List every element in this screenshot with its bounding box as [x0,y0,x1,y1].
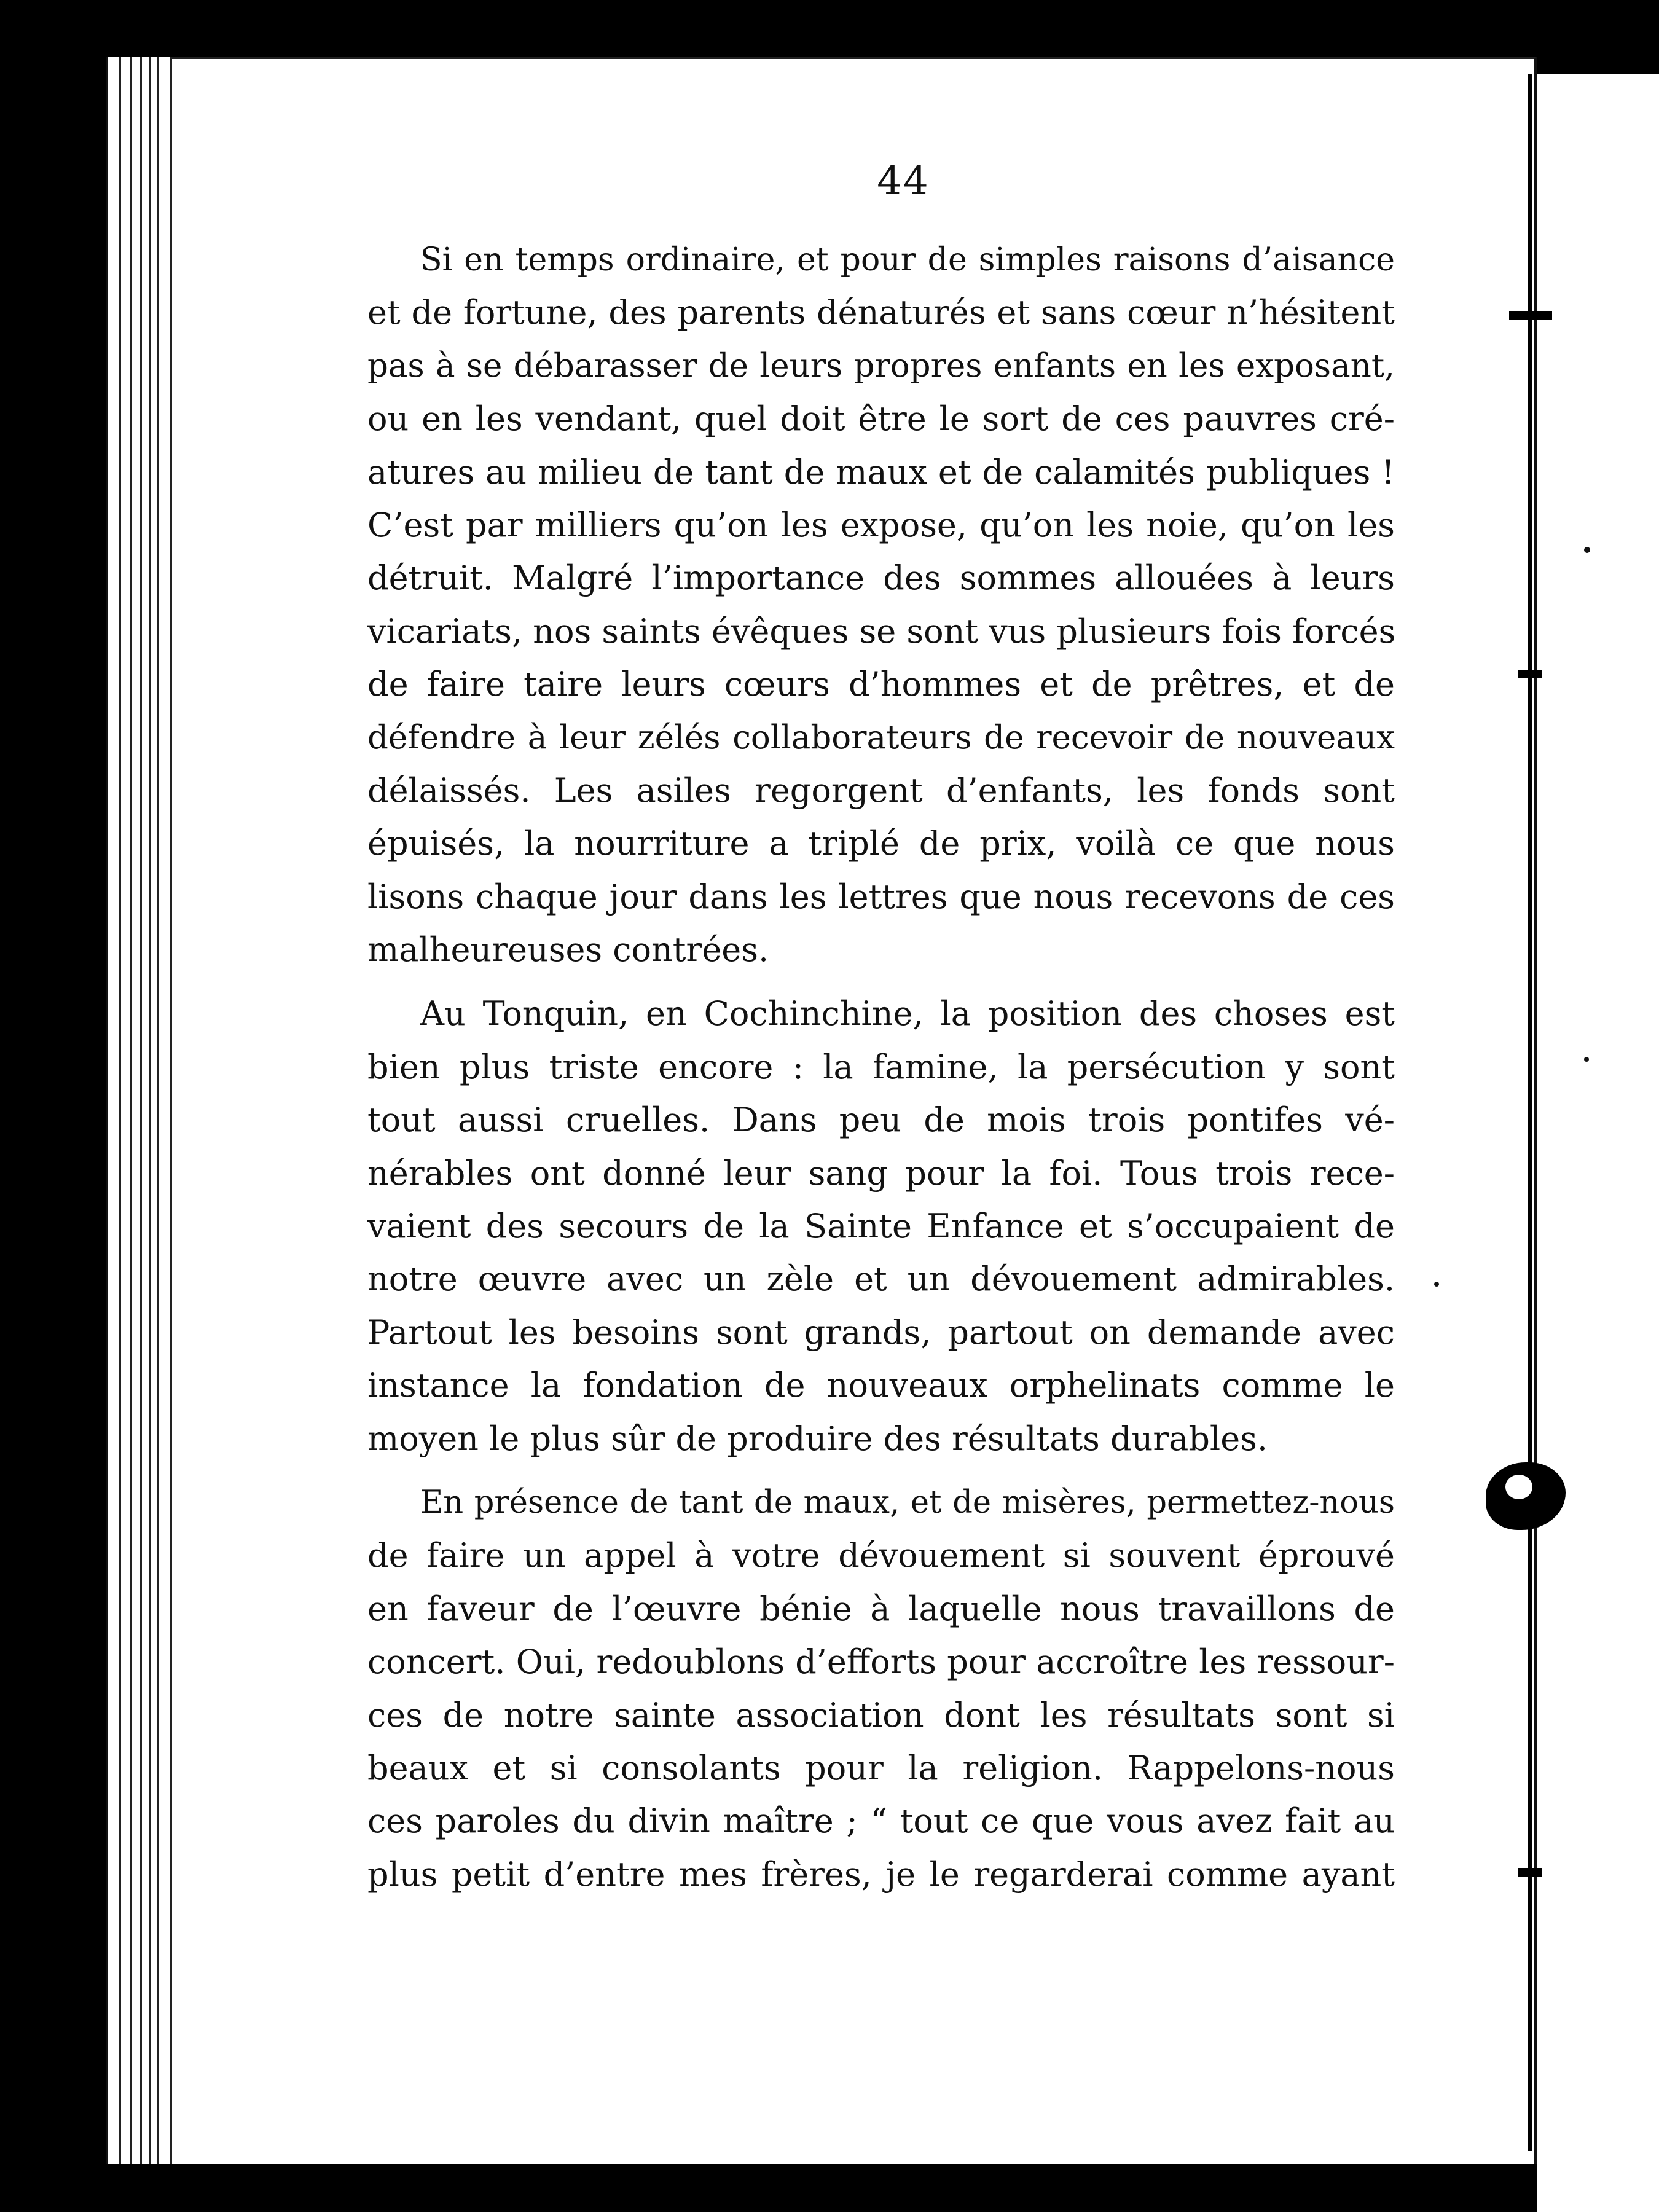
text-line: plus petit d’entre mes frères, je le regarderai comme ayant [367,1854,1395,1894]
body-text [367,233,1395,1901]
text-line: vaient des secours de la Sainte Enfance et s’occupaient de [367,1207,1395,1246]
text-line: bien plus triste encore : la famine, la persécution y sont [367,1047,1395,1086]
text-line: vicariats, nos saints évêques se sont vus plusieurs fois forcés [367,611,1396,651]
page-edge-line [157,57,159,2164]
text-line: ces de notre sainte association dont les résultats sont si [367,1695,1395,1735]
text-line: pas à se débarasser de leurs propres enfants en les exposant, [367,347,1395,385]
text-line: de faire un appel à votre dévouement si souvent éprouvé [367,1536,1395,1575]
page-edge-line [119,57,121,2164]
text-line: détruit. Malgré l’importance des sommes allouées à leurs [367,559,1395,598]
speck [1434,1282,1439,1287]
text-line: moyen le plus sûr de produire des résultats durables. [367,1419,1268,1458]
text-line: et de fortune, des parents dénaturés et sans cœur n’hésitent [367,293,1395,332]
text-line: concert. Oui, redoublons d’efforts pour accroître les ressour- [367,1642,1395,1682]
text-line: ou en les vendant, quel doit être le sort de ces pauvres cré- [367,399,1395,439]
text-line: Au Tonquin, en Cochinchine, la position des choses est [420,994,1395,1033]
paragraph-1 [367,233,1395,976]
text-line: En présence de tant de maux, et de misères, permettez-nous [420,1484,1395,1521]
text-line: instance la fondation de nouveaux orphelinats comme le [367,1366,1395,1405]
text-line: lisons chaque jour dans les lettres que nous recevons de ces [367,877,1395,916]
gutter-mark [1518,670,1542,678]
speck [1584,547,1590,553]
paragraph-3 [367,1477,1395,1901]
page-edge-line [140,57,142,2164]
text-line: défendre à leur zélés collaborateurs de recevoir de nouveaux [367,718,1395,756]
text-line: tout aussi cruelles. Dans peu de mois trois pontifes vé- [367,1100,1395,1140]
text-line: notre œuvre avec un zèle et un dévouement admirables. [367,1260,1395,1299]
text-line: épuisés, la nourriture a triplé de prix, voilà ce que nous [367,824,1395,863]
page-edge-line [149,57,151,2164]
ink-blot-highlight [1505,1475,1532,1499]
text-line: atures au milieu de tant de maux et de calamités publiques ! [367,452,1395,492]
page-edge-line [130,57,132,2164]
text-line: en faveur de l’œuvre bénie à laquelle nous travaillons de [367,1589,1395,1628]
paragraph-2 [367,987,1395,1465]
page-number: 44 [877,159,930,204]
text-line: C’est par milliers qu’on les expose, qu’on les noie, qu’on les [367,505,1395,544]
gutter-line [1528,74,1532,2151]
adjacent-page [1537,74,1659,2212]
text-line: Si en temps ordinaire, et pour de simples raisons d’aisance [420,241,1395,278]
text-line: nérables ont donné leur sang pour la foi. Tous trois rece- [367,1153,1395,1193]
gutter-mark [1518,1868,1542,1877]
text-line: Partout les besoins sont grands, partout on demande avec [367,1312,1395,1352]
text-line: délaissés. Les asiles regorgent d’enfants, les fonds sont [367,771,1395,810]
speck [1584,1057,1589,1062]
text-line: de faire taire leurs cœurs d’hommes et de prêtres, et de [367,665,1395,704]
text-line: beaux et si consolants pour la religion. Rappelons-nous [367,1748,1395,1787]
text-line: malheureuses contrées. [367,930,769,970]
gutter-mark [1509,311,1552,320]
text-line: ces paroles du divin maître ; “ tout ce que vous avez fait au [367,1802,1395,1841]
